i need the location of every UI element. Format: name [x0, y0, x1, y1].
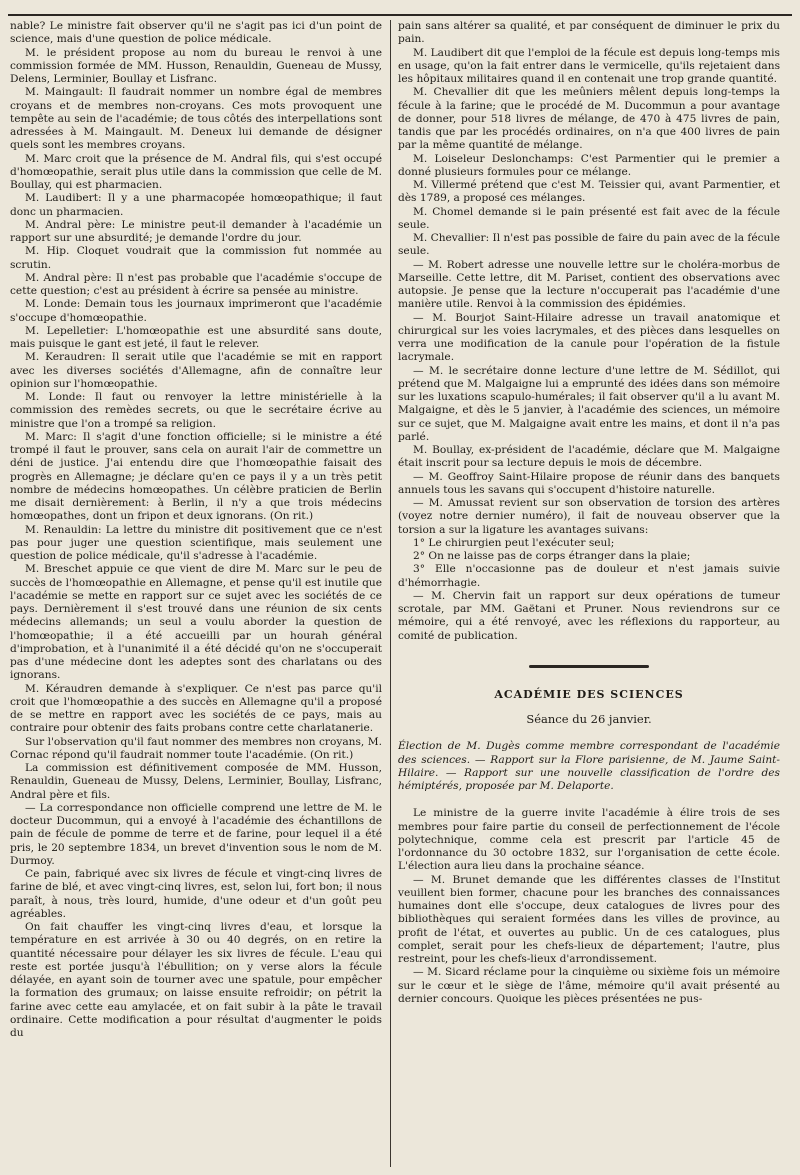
- paragraph: — M. Brunet demande que les différentes classes de l'Institut veuillent bien former, chacune pour les branches des connaissances humaines dont elle s'occupe, deux catalogues de livres pour des bibliothèques qui seraient formées dans les villes de province, au profit de l'état, et ouvertes au public. Un de ces catalogues, plus complet, serait pour les chefs-lieux de département; l'autre, plus restreint, pour les chefs-lieux d'arrondissement.: [398, 873, 780, 965]
- paragraph: M. Londe: Demain tous les journaux imprimeront que l'académie s'occupe d'homœopathie.: [10, 298, 382, 324]
- paragraph: M. le président propose au nom du bureau le renvoi à une commission formée de MM. Husson, Renauldin, Gueneau de Mussy, Delens, Lerminier, Boullay et Lisfranc.: [10, 46, 382, 85]
- paragraph: pain sans altérer sa qualité, et par conséquent de diminuer le prix du pain.: [398, 20, 780, 46]
- column-divider: [390, 20, 391, 1167]
- paragraph: Ce pain, fabriqué avec six livres de fécule et vingt-cinq livres de farine de blé, et avec vingt-cinq livres, est, selon lui, fort bon; il nous paraît, à nous, très lourd, humide, d'une odeur et d'un goût peu agréables.: [10, 868, 382, 920]
- paragraph: M. Keraudren: Il serait utile que l'académie se mit en rapport avec les diverses sociétés d'Allemagne, afin de connaître leur opinion sur l'homœopathie.: [10, 351, 382, 390]
- paragraph: M. Villermé prétend que c'est M. Teissier qui, avant Parmentier, et dès 1789, a proposé ces mélanges.: [398, 179, 780, 205]
- paragraph: Le ministre de la guerre invite l'académie à élire trois de ses membres pour faire partie du conseil de perfectionnement de l'école polytechnique, comme cela est prescrit par l'article 45 de l'ordonnance du 30 octobre 1832, sur l'organisation de cette école. L'élection aura lieu dans la prochaine séance.: [398, 807, 780, 873]
- paragraph: M. Breschet appuie ce que vient de dire M. Marc sur le peu de succès de l'homœopathie en Allemagne, et pense qu'il est inutile que l'académie se mette en rapport sur ce sujet avec les sociétés de ce pays. Dernièrement il s'est trouvé dans une réunion de six cents médecins allemands; un seul a voulu aborder la question de l'homœopathie; il a été accueilli par un hourah général d'improbation, et à l'unanimité il a été décidé qu'on ne s'occuperait pas d'une médecine dont les adeptes sont des charlatans ou des ignorans.: [10, 563, 382, 682]
- paragraph: M. Laudibert dit que l'emploi de la fécule est depuis long-temps mis en usage, qu'on la fait entrer dans le vermicelle, qu'ils rejetaient dans les hôpitaux militaires quand il en contenait une trop grande quantité.: [398, 46, 780, 85]
- paragraph: On fait chauffer les vingt-cinq livres d'eau, et lorsque la température en est arrivée à 30 ou 40 degrés, on en retire la quantité nécessaire pour délayer les six livres de fécule. L'eau qui reste est portée jusqu'à l'ébullition; on y verse alors la fécule délayée, en ayant soin de tourner avec une spatule, pour empêcher la formation des grumaux; on laisse ensuite refroidir; on pétrit la farine avec cette eau amylacée, et on fait subir à la pâte le travail ordinaire. Cette modification a pour résultat d'augmenter le poids du: [10, 921, 382, 1039]
- section-summary: Élection de M. Dugès comme membre correspondant de l'académie des sciences. — Rapport sur la Flore parisienne, de M. Jaume Saint-Hilaire. — Rapport sur une nouvelle classification de l'ordre des hémiptérés, proposée par M. Delaporte.: [398, 740, 780, 792]
- paragraph: M. Marc croit que la présence de M. Andral fils, qui s'est occupé d'homœopathie, serait plus utile dans la commission que celle de M. Boullay, qui est pharmacien.: [10, 152, 382, 191]
- paragraph: — M. Bourjot Saint-Hilaire adresse un travail anatomique et chirurgical sur les voies lacrymales, et des pièces dans lesquelles on verra une modification de la canule pour l'opération de la fistule lacrymale.: [398, 311, 780, 364]
- section-title: ACADÉMIE DES SCIENCES: [494, 687, 684, 701]
- paragraph: M. Lepelletier: L'homœopathie est une absurdité sans doute, mais puisque le gant est jeté, il faut le relever.: [10, 324, 382, 350]
- paragraph: Sur l'observation qu'il faut nommer des membres non croyans, M. Cornac répond qu'il faudrait nommer toute l'académie. (On rit.): [10, 735, 382, 761]
- list-item: 1° Le chirurgien peut l'exécuter seul;: [413, 536, 615, 549]
- right-column: [398, 20, 780, 1167]
- paragraph: M. Chevallier: Il n'est pas possible de faire du pain avec de la fécule seule.: [398, 232, 780, 258]
- paragraph: — M. Chervin fait un rapport sur deux opérations de tumeur scrotale, par MM. Gaëtani et Pruner. Nous reviendrons sur ce mémoire, qui a été renvoyé, avec les réflexions du rapporteur, au comité de publication.: [398, 589, 780, 642]
- paragraph: M. Londe: Il faut ou renvoyer la lettre ministérielle à la commission des remèdes secrets, ou que le secrétaire écrive au ministre que l'on a trompé sa religion.: [10, 391, 382, 430]
- top-rule: [8, 14, 792, 16]
- paragraph: M. Maingault: Il faudrait nommer un nombre égal de membres croyans et de membres non-croyans. Ces mots provoquent une tempête au sein de l'académie; de tous côtés des interpellations sont adressées à M. Maingault. M. Deneux lui demande de désigner quels sont les membres croyans.: [10, 86, 382, 152]
- left-column: [10, 20, 382, 1167]
- list-item: 2° On ne laisse pas de corps étranger dans la plaie;: [413, 550, 691, 562]
- section-separator: [529, 665, 649, 668]
- paragraph: — M. le secrétaire donne lecture d'une lettre de M. Sédillot, qui prétend que M. Malgaigne lui a emprunté des idées dans son mémoire sur les luxations scapulo-humérales; il fait observer qu'il a lu avant M. Malgaigne, et dès le 5 janvier, à l'académie des sciences, un mémoire sur ce sujet, que M. Malgaigne avait entre les mains, et dont il n'a pas parlé.: [398, 364, 780, 443]
- paragraph: M. Chomel demande si le pain présenté est fait avec de la fécule seule.: [398, 205, 780, 231]
- paragraph: M. Andral père: Le ministre peut-il demander à l'académie un rapport sur une absurdité; je demande l'ordre du jour.: [10, 218, 382, 244]
- paragraph: M. Laudibert: Il y a une pharmacopée homœopathique; il faut donc un pharmacien.: [10, 192, 382, 218]
- paragraph: La commission est définitivement composée de MM. Husson, Renauldin, Gueneau de Mussy, Delens, Lerminier, Boullay, Lisfranc, Andral père et fils.: [10, 762, 382, 801]
- paragraph: M. Marc: Il s'agit d'une fonction officielle; si le ministre a été trompé il faut le prouver, sans cela on aurait l'air de commettre un déni de justice. J'ai entendu dire que l'homœopathie faisait des progrès en Allemagne; je déclare qu'en ce pays il y a un très petit nombre de médecins homœopathes. Un célèbre praticien de Berlin me disait dernièrement: à Berlin, il n'y a que trois médecins homœopathes, dont un fripon et deux ignorans. (On rit.): [10, 430, 382, 523]
- paragraph: — M. Robert adresse une nouvelle lettre sur le choléra-morbus de Marseille. Cette lettre, dit M. Pariset, contient des observations avec autopsie. Je pense que la lecture n'occuperait pas l'académie d'une manière utile. Renvoi à la commission des épidémies.: [398, 258, 780, 311]
- paragraph: — La correspondance non officielle comprend une lettre de M. le docteur Ducommun, qui a envoyé à l'académie des échantillons de pain de fécule de pomme de terre et de farine, pour lequel il a été pris, le 20 septembre 1834, un brevet d'invention sous le nom de M. Durmoy.: [10, 801, 382, 867]
- paragraph: M. Kéraudren demande à s'expliquer. Ce n'est pas parce qu'il croit que l'homœopathie a des succès en Allemagne qu'il a proposé de se mettre en rapport avec les sociétés de ce pays, mais au contraire pour obtenir des faits probans contre cette charlatanerie.: [10, 682, 382, 735]
- paragraph: M. Andral père: Il n'est pas probable que l'académie s'occupe de cette question; c'est au président à écrire sa pensée au ministre.: [10, 271, 382, 297]
- paragraph: M. Chevallier dit que les meûniers mêlent depuis long-temps la fécule à la farine; que le procédé de M. Ducommun a pour avantage de donner, pour 518 livres de mélange, de 470 à 475 livres de pain, tandis que par les procédés ordinaires, on n'a que 400 livres de pain par la même quantité de mélange.: [398, 86, 780, 152]
- session-date: Séance du 26 janvier.: [526, 712, 652, 726]
- paragraph: M. Loiseleur Deslonchamps: C'est Parmentier qui le premier a donné plusieurs formules pour ce mélange.: [398, 152, 780, 178]
- paragraph: M. Boullay, ex-président de l'académie, déclare que M. Malgaigne était inscrit pour sa lecture depuis le mois de décembre.: [398, 444, 780, 470]
- paragraph: M. Renauldin: La lettre du ministre dit positivement que ce n'est pas pour juger une question scientifique, mais seulement une question de police médicale, qu'il s'adresse à l'académie.: [10, 523, 382, 562]
- list-item: 3° Elle n'occasionne pas de douleur et n'est jamais suivie d'hémorrhagie.: [398, 563, 780, 589]
- paragraph: — M. Amussat revient sur son observation de torsion des artères (voyez notre dernier numéro), il fait de nouveau observer que la torsion a sur la ligature les avantages suivans:: [398, 497, 780, 536]
- paragraph: — M. Sicard réclame pour la cinquième ou sixième fois un mémoire sur le cœur et le siège de l'âme, mémoire qu'il avait présenté au dernier concours. Quoique les pièces présentées ne pus-: [398, 966, 780, 1005]
- paragraph: nable? Le ministre fait observer qu'il ne s'agit pas ici d'un point de science, mais d'une question de police médicale.: [10, 20, 382, 46]
- paragraph: M. Hip. Cloquet voudrait que la commission fut nommée au scrutin.: [10, 245, 382, 271]
- paragraph: — M. Geoffroy Saint-Hilaire propose de réunir dans des banquets annuels tous les savans qui s'occupent d'histoire naturelle.: [398, 470, 780, 496]
